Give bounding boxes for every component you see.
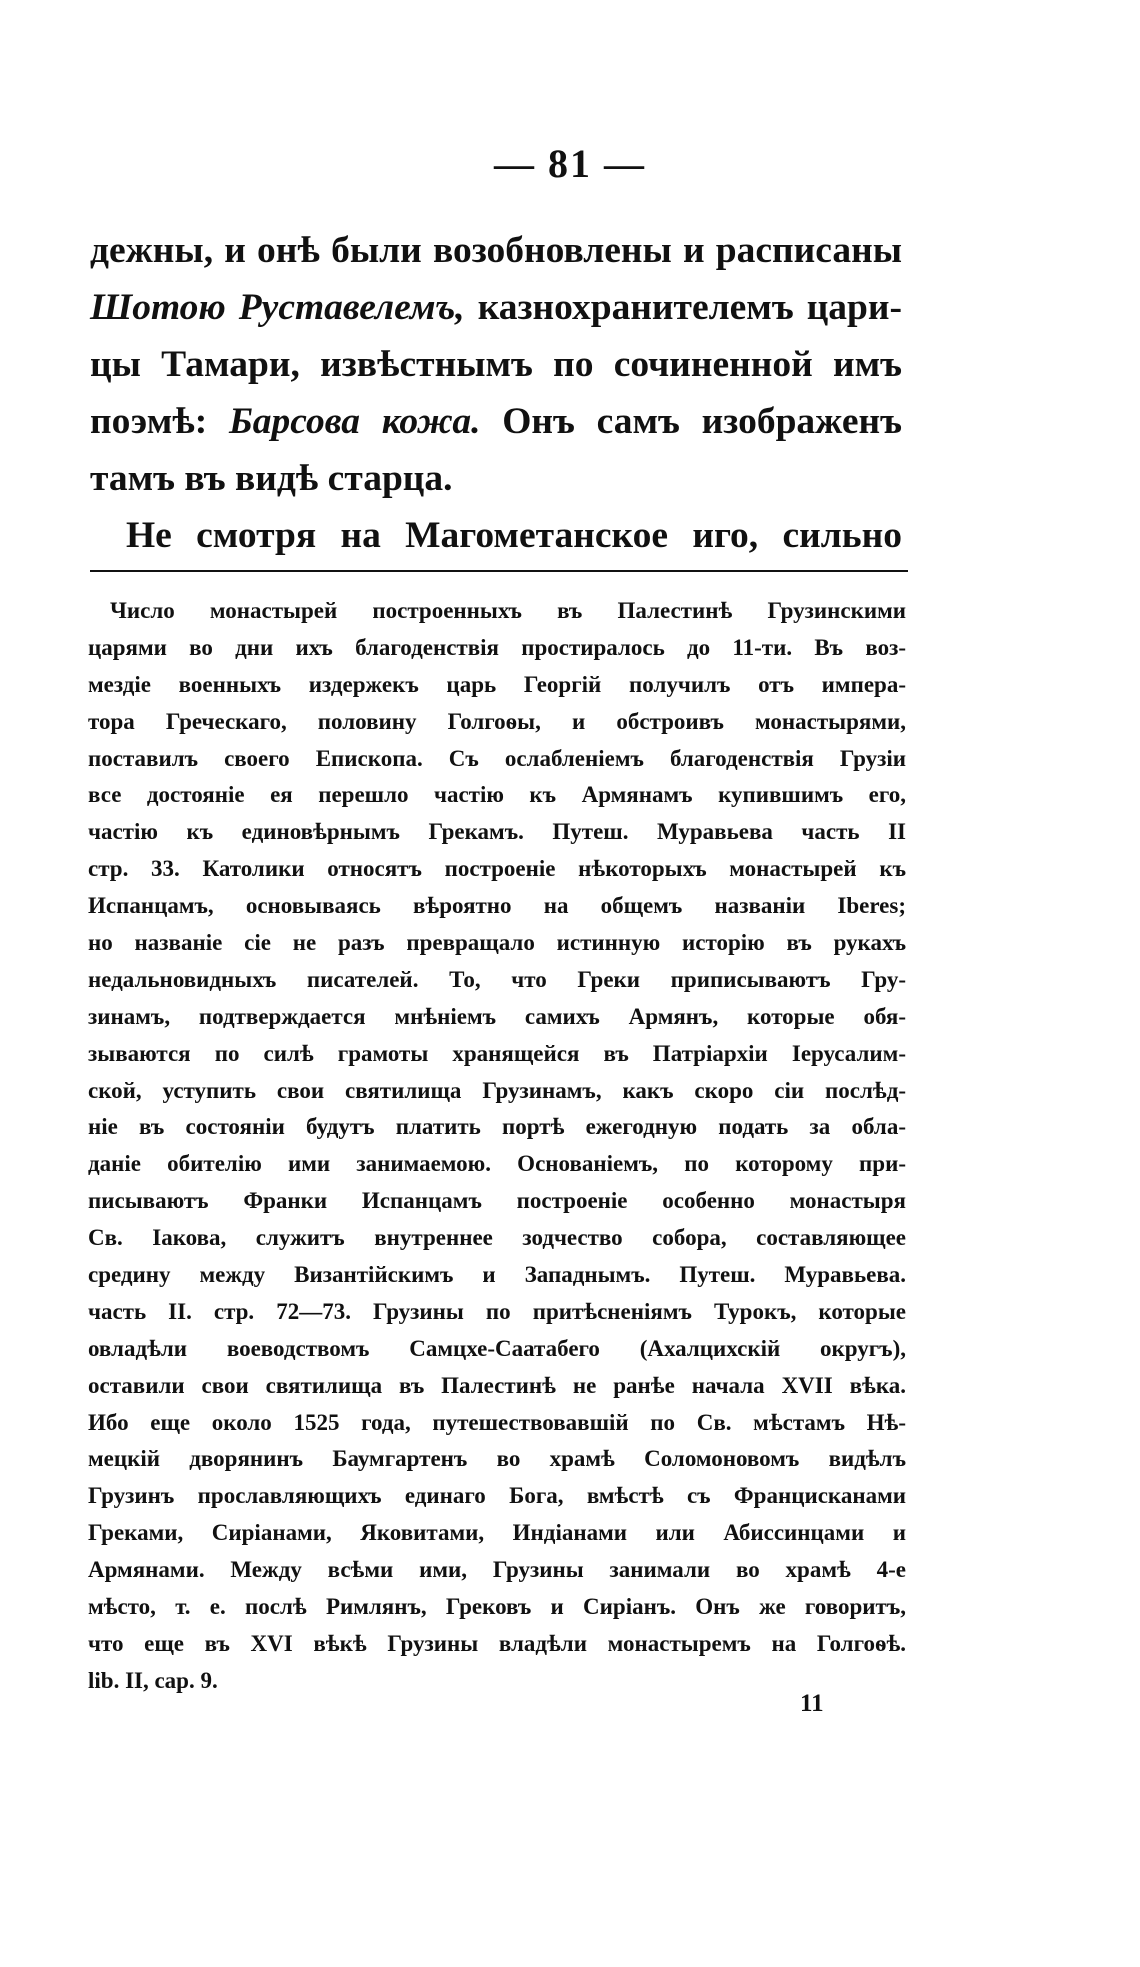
footnote-line: мездіе военныхъ издержекъ царь Георгій получилъ отъ импера- [88,671,906,697]
main-line-1-text: дежны, и онѣ были возобновлены и расписаны [90,230,902,271]
footnote-line: Греками, Сиріанами, Яковитами, Индіанами или Абиссинцами и [88,1520,906,1546]
main-line-2-text: казнохранителемъ цари- [464,287,903,328]
footnote-line: ніе въ состояніи будутъ платить портѣ ежегодную подать за обла- [88,1114,906,1140]
footnote-line: тора Греческаго, половину Голгоѳы, и обстроивъ монастырями, [88,708,906,734]
footnote-line: зинамъ, подтверждается мнѣніемъ самихъ Армянъ, которые обя- [88,1003,906,1029]
main-line-4-text: поэмѣ: [90,401,229,442]
footnote-line: частію къ единовѣрнымъ Грекамъ. Путеш. Муравьева часть II [88,819,906,845]
main-line-5-text: тамъ въ видѣ старца. [90,458,453,499]
main-line-6-text: Не смотря на Магометанское иго, сильно [126,515,902,556]
main-line-4 [90,393,902,450]
main-text [90,222,902,564]
footnote-line: мѣсто, т. е. послѣ Римлянъ, Грековъ и Сиріанъ. Онъ же говоритъ, [88,1594,906,1620]
page-number: — 81 — [494,141,646,186]
footnote-line: Число монастырей построенныхъ въ Палестинѣ Грузинскими [110,598,906,623]
footnote-line: но названіе сіе не разъ превращало истинную исторію въ рукахъ [88,930,906,956]
main-line-4-italic: Барсова кожа. [228,401,481,442]
main-line-3-text: цы Тамари, извѣстнымъ по сочиненной имъ [90,344,902,385]
footnote-line: Грузинъ прославляющихъ единаго Бога, вмѣстѣ съ Францисканами [88,1483,906,1509]
footnote-line: Армянами. Между всѣми ими, Грузины занимали во храмѣ 4-е [88,1557,906,1583]
footnote-line: овладѣли воеводствомъ Самцхе-Саатабего (Ахалцихскій округъ), [88,1335,906,1361]
footnote [88,593,906,1700]
footnote-line: часть II. стр. 72—73. Грузины по притѣсненіямъ Турокъ, которые [88,1298,906,1324]
main-line-2-italic: Шотою Руставелемъ, [90,287,465,328]
footnote-line: царями во дни ихъ благоденствія простиралось до 11-ти. Въ воз- [88,634,906,660]
main-line-4-after: Онъ самъ изображенъ [480,401,902,442]
footnote-line: недальновидныхъ писателей. То, что Греки приписываютъ Гру- [88,966,906,992]
footnote-line: Св. Іакова, служитъ внутреннее зодчество собора, составляющее [88,1225,906,1251]
signature-mark: 11 [800,1690,824,1717]
footnote-line: писываютъ Франки Испанцамъ построеніе особенно монастыря [88,1188,906,1214]
main-line-1 [90,222,902,279]
main-line-5 [90,450,902,507]
footnote-separator [90,570,908,572]
main-line-6 [90,507,902,564]
footnote-line: поставилъ своего Епископа. Съ ослабленіемъ благоденствія Грузіи [88,745,906,771]
footnote-line: lib. II, cap. 9. [88,1667,218,1693]
footnote-line: все достояніе ея перешло частію къ Армянамъ купившимъ его, [88,782,906,808]
footnote-line: ской, уступить свои святилища Грузинамъ, какъ скоро сіи послѣд- [88,1077,906,1103]
footnote-line: стр. 33. Католики относятъ построеніе нѣкоторыхъ монастырей къ [88,856,906,882]
footnote-line: даніе обителію ими занимаемою. Основаніемъ, по которому при- [88,1151,906,1177]
footnote-line: что еще въ XVI вѣкѣ Грузины владѣли монастыремъ на Голгоѳѣ. [88,1630,906,1656]
main-line-2 [90,279,902,336]
footnote-line: зываются по силѣ грамоты хранящейся въ Патріархіи Іерусалим- [88,1040,906,1066]
footnote-line: оставили свои святилища въ Палестинѣ не ранѣе начала XVII вѣка. [88,1372,906,1398]
footnote-line: мецкій дворянинъ Баумгартенъ во храмѣ Соломоновомъ видѣлъ [88,1446,906,1472]
footnote-line: Ибо еще около 1525 года, путешествовавшій по Св. мѣстамъ Нѣ- [88,1409,906,1435]
footnote-line: Испанцамъ, основываясь вѣроятно на общемъ названіи Iberes; [88,893,906,919]
main-line-3 [90,336,902,393]
footnote-line: средину между Византійскимъ и Западнымъ. Путеш. Муравьева. [88,1262,906,1288]
